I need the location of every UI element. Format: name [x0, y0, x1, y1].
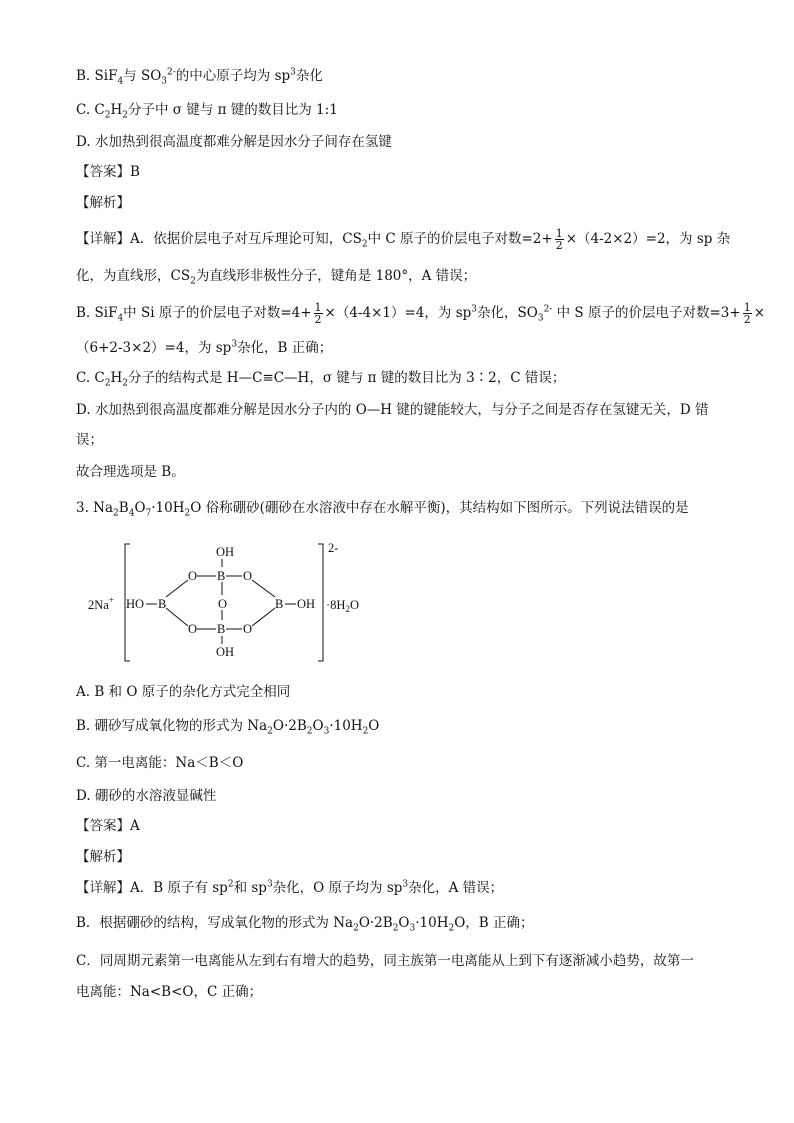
answer-1: 【答案】B: [76, 164, 140, 180]
question-3-stem: 3. $Na_2B_4O_7\cdot 10H_2O$ 俗称硼砂(硼砂在水溶液中存在水解平衡)，其结构如下图所示。下列说法错误的是: [76, 500, 689, 519]
option-c-line: C. $C_2H_2$分子中 σ 键与 π 键的数目比为 1:1: [76, 102, 338, 121]
atom-oh-bottom: OH: [216, 645, 235, 659]
charge-label: 2-: [328, 541, 339, 555]
atom-o-bottom-left: O: [188, 622, 198, 636]
q3-detail-b: B．根据硼砂的结构，写成氧化物的形式为 $Na_2O\cdot 2B_2O_3\cdot 10H_2O$，B 正确；: [76, 915, 534, 934]
atom-ho-left: HO: [126, 597, 145, 611]
atom-o-center: O: [218, 597, 228, 611]
analysis-1-label: 【解析】: [76, 195, 130, 211]
atom-b-top: B: [217, 569, 226, 583]
q3-option-a: A. B 和 O 原子的杂化方式完全相同: [76, 684, 291, 700]
detail-b-line2: （6+2-3×2）=4，为 $sp^3$杂化，B 正确；: [76, 339, 333, 356]
fraction-half: $\frac{1}{2}$: [314, 301, 322, 326]
q3-detail-c-line1: C．同周期元素第一电离能从左到右有增大的趋势，同主族第一电离能从上到下有逐渐减小趋势，故第一: [76, 953, 694, 969]
atom-b-bottom: B: [217, 622, 226, 636]
q3-option-c: C. 第一电离能：Na＜B＜O: [76, 755, 244, 771]
q3-option-b: B. 硼砂写成氧化物的形式为 $Na_2O\cdot 2B_2O_3\cdot 10H_2O$: [76, 718, 380, 737]
analysis-2-label: 【解析】: [76, 849, 130, 865]
conclusion-1: 故合理选项是 B。: [76, 464, 185, 480]
option-b-line: B. SiF$_4$与 $SO_3^{2-}$的中心原子均为 $sp^3$杂化: [76, 67, 323, 87]
answer-2: 【答案】A: [76, 818, 140, 834]
detail-a-line2: 化，为直线形，$CS_2$为直线形非极性分子，键角是 180°，A 错误；: [76, 268, 477, 287]
hydrate-label: $\cdot 8H_2O$: [326, 598, 359, 614]
fraction-half: $\frac{1}{2}$: [743, 301, 751, 326]
detail-b-line1: B. SiF$_4$中 Si 原子的价层电子对数=4+ $\frac{1}{2}$ ×（4-4×1）=4，为 $sp^3$杂化，$SO_3^{2-}$ 中 S 原子的价层电子对数=3+ $\frac{1}{2}$ ×: [76, 301, 765, 326]
q3-detail-a: 【详解】A．B 原子有 $sp^2$和 $sp^3$杂化，O 原子均为 $sp^3$杂化，A 错误；: [76, 879, 504, 896]
atom-o-top-left: O: [188, 569, 198, 583]
atom-b-right: B: [275, 597, 284, 611]
right-bracket: [318, 544, 323, 661]
atom-oh-top: OH: [216, 545, 235, 559]
q3-option-d: D. 硼砂的水溶液显碱性: [76, 788, 217, 804]
detail-d-line2: 误；: [76, 432, 103, 448]
fraction-half: $\frac{1}{2}$: [555, 227, 563, 252]
cation-label: 2Na+: [88, 595, 114, 612]
q3-detail-c-line2: 电离能：Na<B<O，C 正确；: [76, 984, 263, 1000]
atom-o-top-right: O: [243, 569, 253, 583]
detail-d-line1: D. 水加热到很高温度都难分解是因水分子内的 O—H 键的键能较大，与分子之间是否存在氢键无关，D 错: [76, 402, 709, 418]
detail-a-line1: 【详解】A．依据价层电子对互斥理论可知，$CS_2$中 C 原子的价层电子对数=2+ $\frac{1}{2}$ ×（4-2×2）=2，为 sp 杂: [76, 227, 731, 252]
atom-oh-right: OH: [297, 597, 316, 611]
atom-o-bottom-right: O: [243, 622, 253, 636]
atom-b-left: B: [158, 597, 167, 611]
detail-c-line: C. $C_2H_2$分子的结构式是 H—C≡C—H，σ 键与 π 键的数目比为 3∶2，C 错误；: [76, 370, 566, 389]
borax-structure-diagram: [82, 540, 382, 670]
option-d-line: D. 水加热到很高温度都难分解是因水分子间存在氢键: [76, 134, 392, 150]
